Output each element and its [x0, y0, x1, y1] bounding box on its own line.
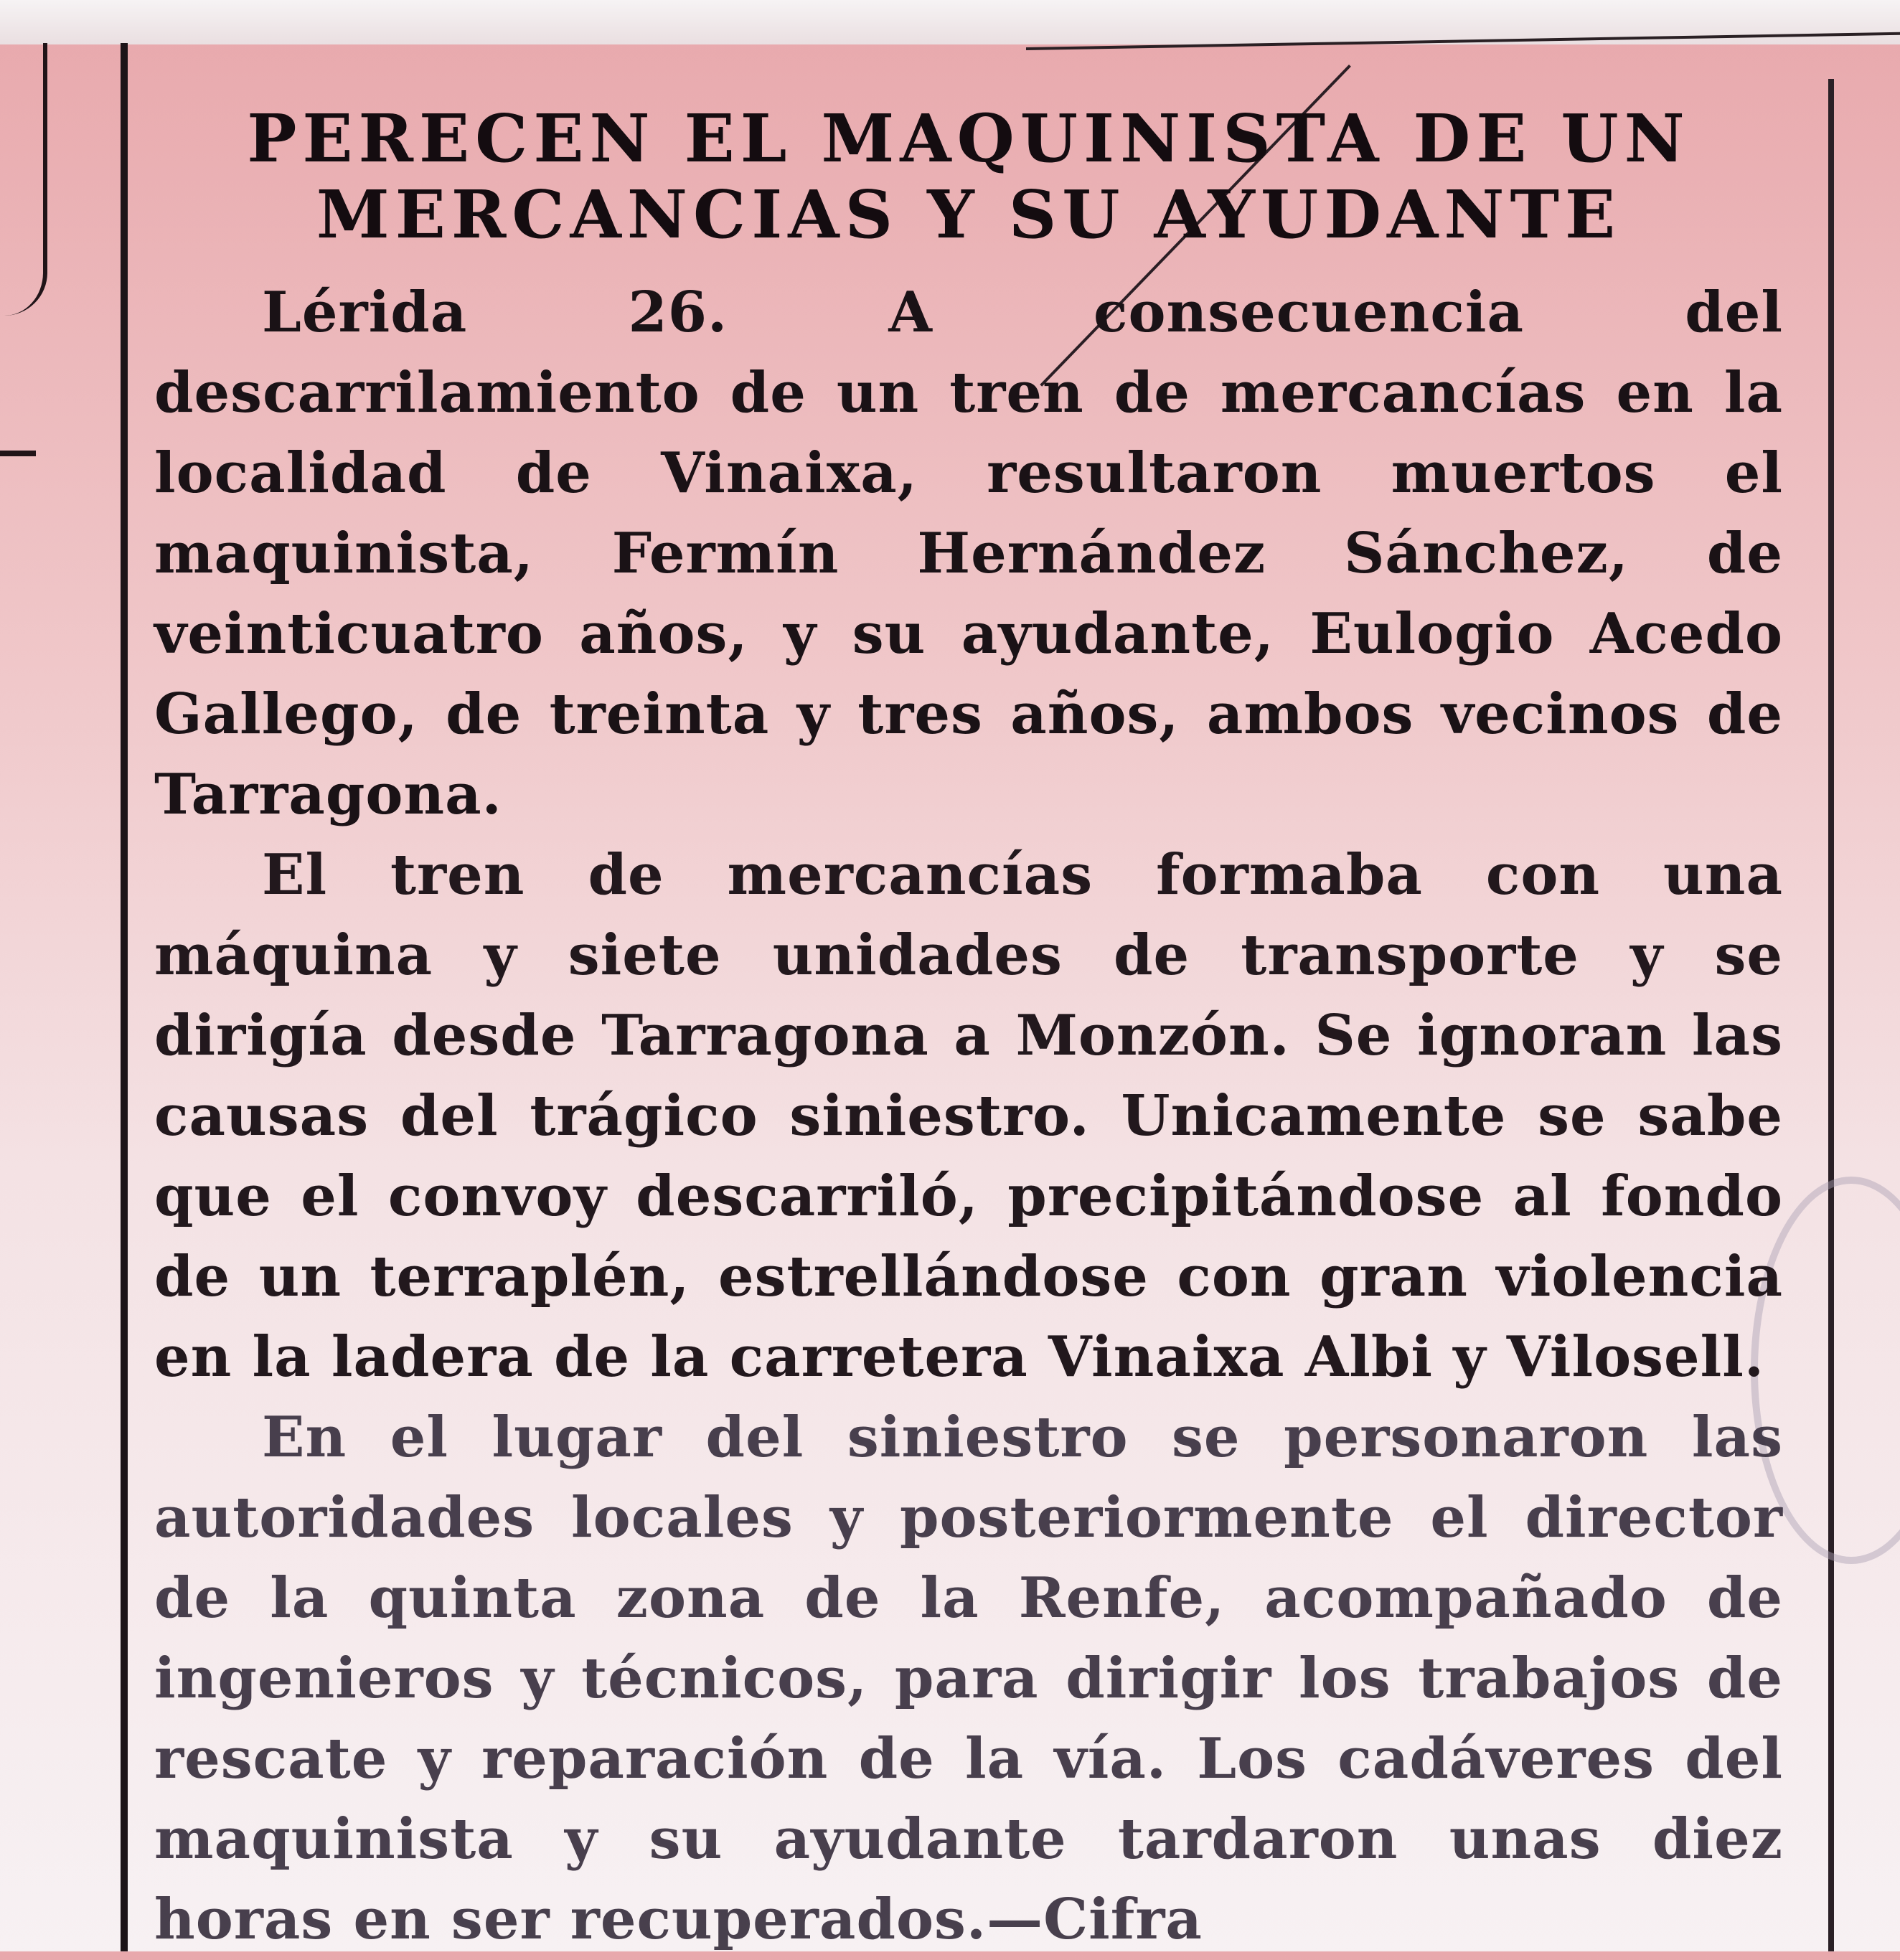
column-rule-left [121, 43, 128, 1951]
news-article [154, 100, 1783, 1960]
article-paragraph-1: Lérida 26. A consecuencia del descarrilamiento de un tren de mercancías en la localidad de Vinaixa, resultaron muertos el maquinista, Fermín Hernández Sánchez, de veinticuatro años, y su ayudante, Eulogio Acedo Gallego, de treinta y tres años, ambos vecinos de Tarragona. [154, 280, 1783, 827]
column-rule-right [1828, 79, 1834, 1951]
adjacent-column-mark [0, 451, 36, 456]
adjacent-column-edge [0, 43, 47, 316]
article-paragraph-3: En el lugar del siniestro se personaron las autoridades locales y posteriormente el director de la quinta zona de la Renfe, acompañado de ingenieros y técnicos, para dirigir los trabajos de rescate y reparación de la vía. Los cadáveres del maquinista y su ayudante tardaron unas diez horas en ser recuperados.—Cifra [154, 1405, 1783, 1952]
article-paragraph-2: El tren de mercancías formaba con una máquina y siete unidades de transporte y se dirigía desde Tarragona a Monzón. Se ignoran las causas del trágico siniestro. Unicamente se sabe que el convoy descarriló, precipitándose al fondo de un terraplén, estrellándose con gran violencia en la ladera de la carretera Vinaixa Albi y Vilosell. [154, 842, 1783, 1390]
article-headline: PERECEN EL MAQUINISTA DE UN MERCANCIAS Y SU AYUDANTE [247, 100, 1690, 253]
